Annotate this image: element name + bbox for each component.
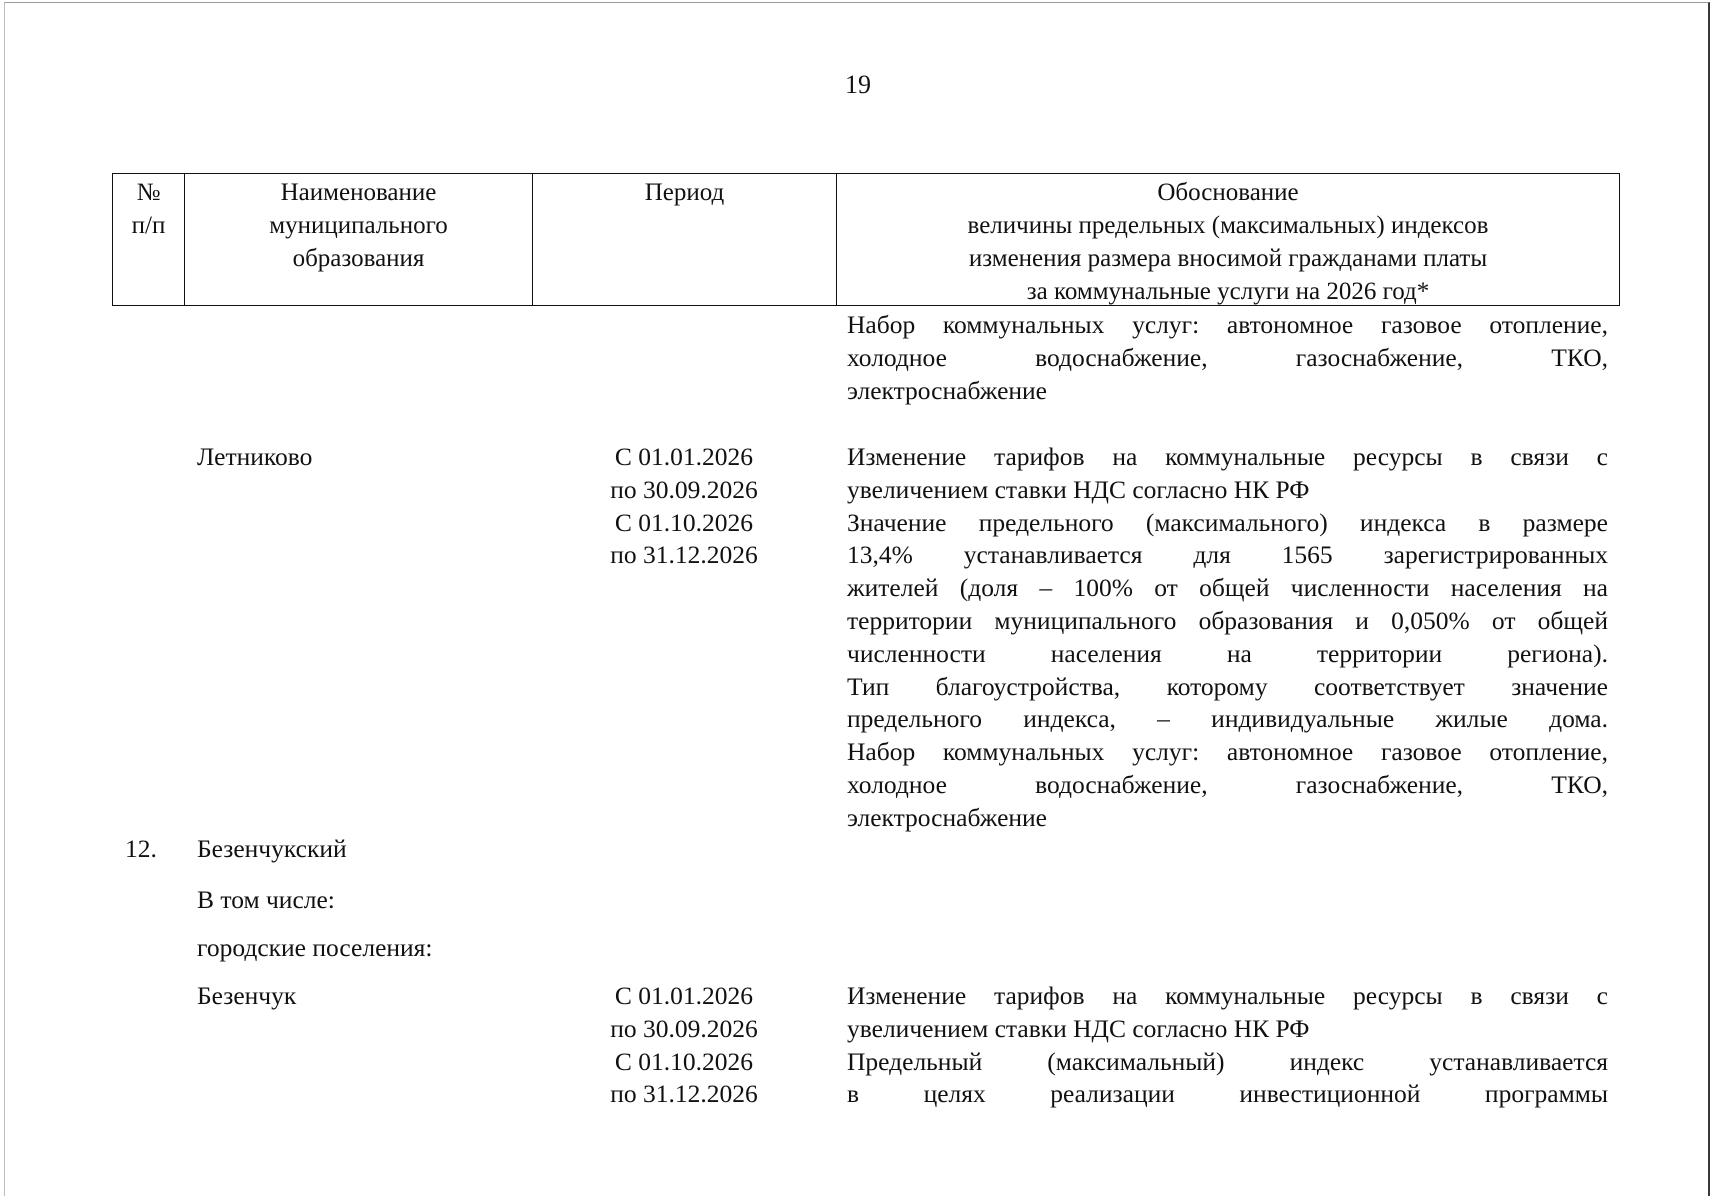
justification-letnikovo bbox=[847, 441, 1608, 835]
justification-line: численности населения на территории региона). bbox=[847, 638, 1608, 668]
justification-line: Тип благоустройства, которому соответствует значение bbox=[847, 671, 1608, 701]
period-line: С 01.10.2026 bbox=[614, 1046, 754, 1076]
municipality-name-bezenchuk: Безенчук bbox=[197, 981, 297, 1010]
table-header bbox=[112, 173, 1620, 306]
justification-line: Предельный (максимальный) индекс устанавливается bbox=[847, 1046, 1608, 1076]
justification-line: Набор коммунальных услуг: автономное газовое отопление, bbox=[847, 310, 1608, 339]
justification-line: Изменение тарифов на коммунальные ресурсы в связи с bbox=[847, 442, 1608, 471]
justification-line: электроснабжение bbox=[847, 802, 1048, 832]
justification-bezenchuk bbox=[847, 980, 1608, 1111]
period-line: С 01.10.2026 bbox=[614, 507, 754, 537]
header-cell-municipality: Наименование муниципального образования bbox=[185, 174, 533, 305]
period-bezenchuk bbox=[584, 980, 784, 1111]
period-line: по 31.12.2026 bbox=[610, 1079, 758, 1109]
period-line: по 31.12.2026 bbox=[610, 540, 758, 570]
justification-line: в целях реализации инвестиционной программы bbox=[847, 1079, 1608, 1109]
period-line: С 01.01.2026 bbox=[614, 442, 754, 471]
urban-settlements-label: городские поселения: bbox=[197, 933, 433, 962]
justification-line: жителей (доля – 100% от общей численности населения на bbox=[847, 573, 1608, 603]
justification-line: 13,4% устанавливается для 1565 зарегистрированных bbox=[847, 540, 1608, 570]
period-line: по 30.09.2026 bbox=[610, 1013, 758, 1043]
page-number: 19 bbox=[845, 70, 871, 99]
justification-line: предельного индекса, – индивидуальные жилые дома. bbox=[847, 704, 1608, 734]
period-letnikovo bbox=[584, 441, 784, 572]
justification-line: территории муниципального образования и 0,050% от общей bbox=[847, 605, 1608, 635]
including-label: В том числе: bbox=[197, 885, 335, 914]
period-line: по 30.09.2026 bbox=[610, 474, 758, 504]
justification-line: электроснабжение bbox=[847, 375, 1048, 405]
row-number-12: 12. bbox=[125, 834, 157, 863]
header-cell-period: Период bbox=[533, 174, 837, 305]
municipality-name-letnikovo: Летниково bbox=[197, 442, 313, 471]
period-line: С 01.01.2026 bbox=[614, 981, 754, 1010]
justification-line: Набор коммунальных услуг: автономное газовое отопление, bbox=[847, 737, 1608, 767]
district-name: Безенчукский bbox=[197, 834, 347, 863]
justification-line: холодное водоснабжение, газоснабжение, ТКО, bbox=[847, 769, 1608, 799]
justification-line: Значение предельного (максимального) индекса в размере bbox=[847, 507, 1608, 537]
justification-line: увеличением ставки НДС согласно НК РФ bbox=[847, 1013, 1310, 1043]
justification-line: Изменение тарифов на коммунальные ресурсы в связи с bbox=[847, 981, 1608, 1010]
continuation-justification bbox=[847, 309, 1608, 407]
justification-line: увеличением ставки НДС согласно НК РФ bbox=[847, 474, 1310, 504]
header-cell-number: № п/п bbox=[113, 174, 185, 305]
header-cell-justification: Обоснование величины предельных (максимальных) индексов изменения размера вносимой гражданами платы за коммунальные услуги на 2026 год* bbox=[967, 179, 1489, 305]
justification-line: холодное водоснабжение, газоснабжение, ТКО, bbox=[847, 342, 1608, 372]
